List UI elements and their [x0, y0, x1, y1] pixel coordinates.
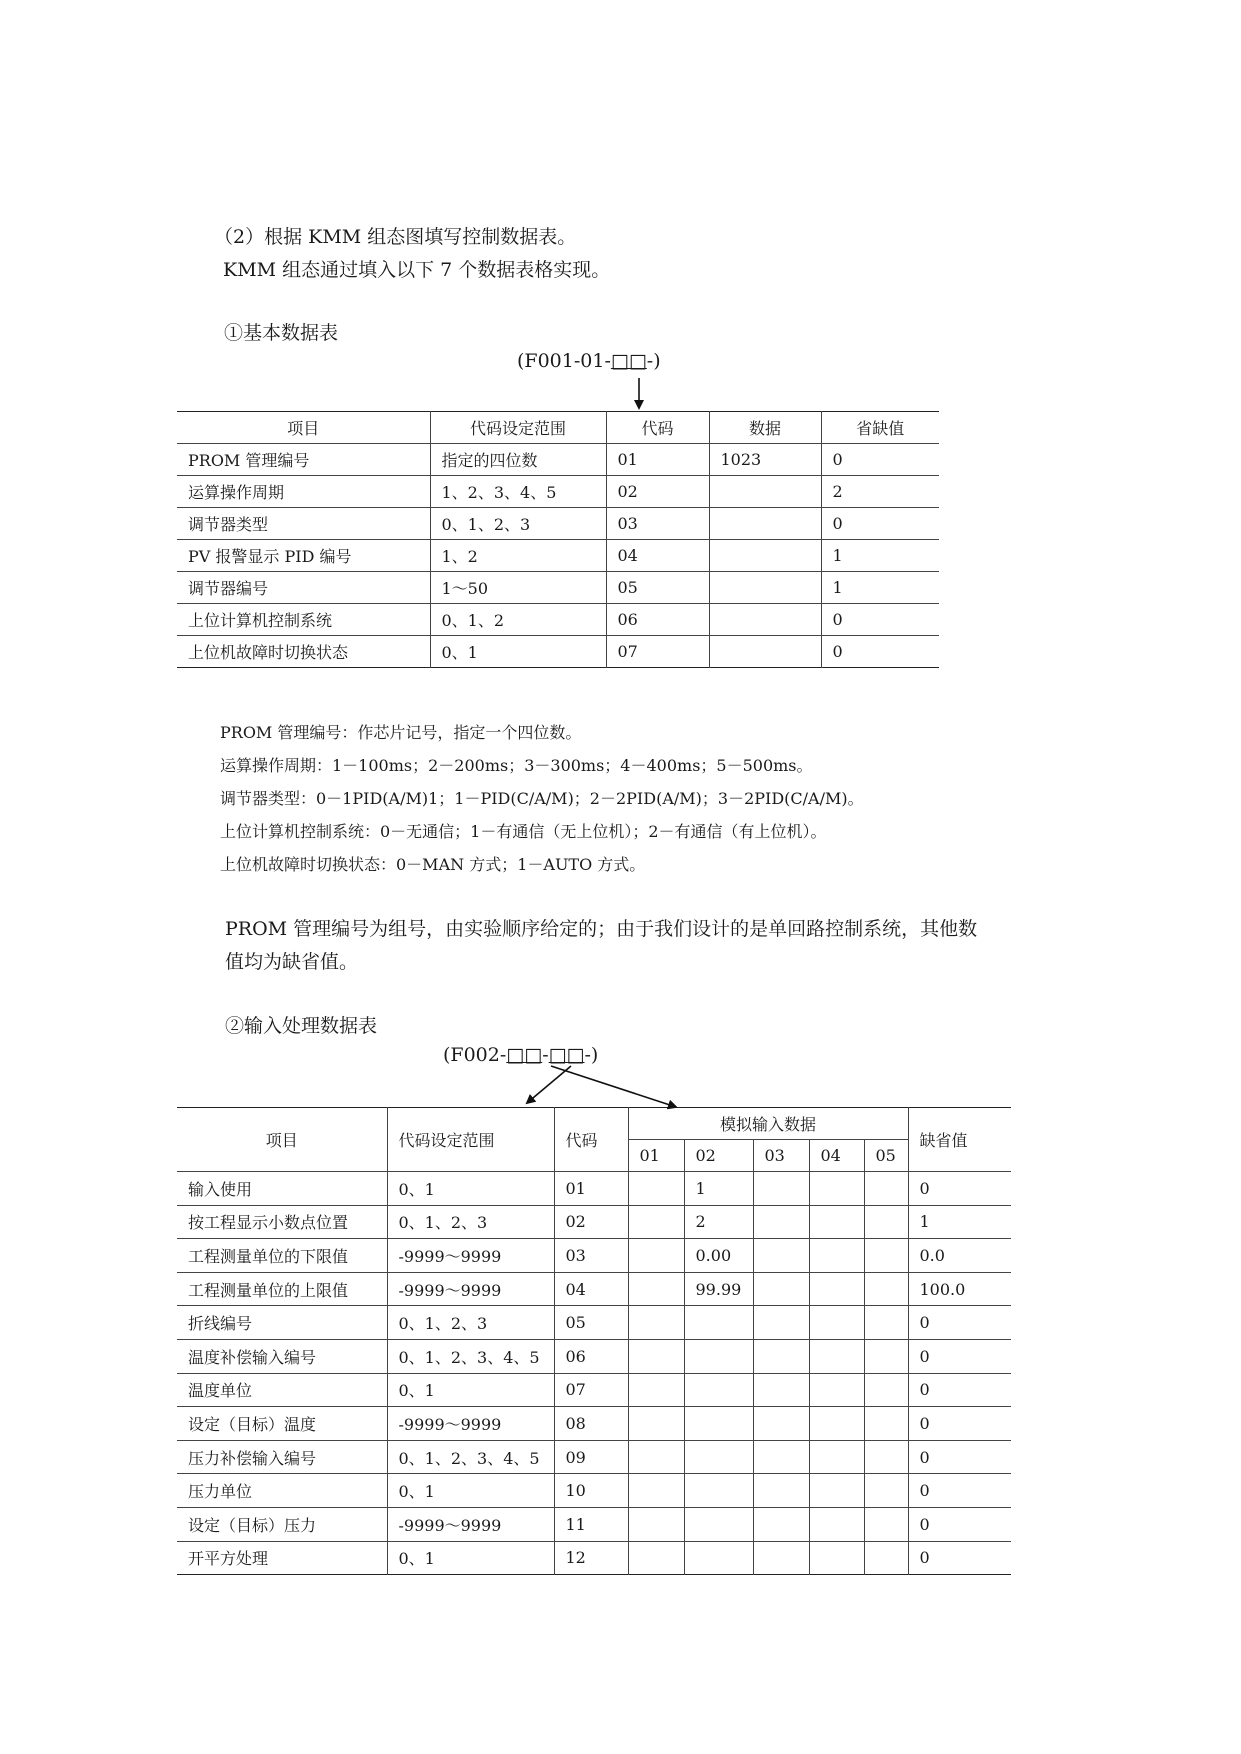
cell-item: 设定（目标）压力 [177, 1507, 387, 1541]
section1-code-prefix: (F001-01- [517, 350, 611, 372]
cell-item: 调节器类型 [177, 508, 430, 540]
cell-code: 01 [606, 444, 709, 476]
cell-default: 0 [908, 1541, 1011, 1575]
cell-default: 1 [821, 572, 939, 604]
cell-range: 0、1、2、3 [387, 1306, 554, 1340]
cell-default: 0 [908, 1407, 1011, 1441]
note-line: 调节器类型：0－1PID(A/M)1；1－PID(C/A/M)；2－2PID(A/M)；3－2PID(C/A/M)。 [220, 789, 864, 808]
cell-code: 01 [554, 1172, 628, 1206]
header-channel: 05 [864, 1140, 908, 1172]
cell-code: 10 [554, 1474, 628, 1508]
cell-default: 0 [821, 444, 939, 476]
cell-range: 0、1 [387, 1541, 554, 1575]
cell-code: 11 [554, 1507, 628, 1541]
cell-range: -9999～9999 [387, 1407, 554, 1441]
paragraph-line-1: PROM 管理编号为组号，由实验顺序给定的；由于我们设计的是单回路控制系统，其他数 [225, 918, 978, 940]
cell-code: 07 [554, 1373, 628, 1407]
cell-default: 0 [821, 508, 939, 540]
header-channel: 03 [753, 1140, 809, 1172]
section2-code-sep: - [542, 1044, 549, 1066]
header-default: 缺省值 [908, 1108, 1011, 1172]
cell-range: 1、2 [430, 540, 606, 572]
header-range: 代码设定范围 [430, 412, 606, 444]
cell-range: -9999～9999 [387, 1239, 554, 1273]
arrow-icon [527, 1066, 571, 1103]
note-line: 上位计算机控制系统：0－无通信；1－有通信（无上位机）；2－有通信（有上位机）。 [220, 822, 827, 841]
cell-default: 0 [908, 1339, 1011, 1373]
cell-item: PROM 管理编号 [177, 444, 430, 476]
cell-default: 100.0 [908, 1272, 1011, 1306]
cell-code: 02 [554, 1205, 628, 1239]
section1-code-boxes: □□ [610, 350, 647, 372]
header-channel: 02 [684, 1140, 753, 1172]
cell-code: 04 [606, 540, 709, 572]
cell-range: 指定的四位数 [430, 444, 606, 476]
cell-ch02: 1 [684, 1172, 753, 1206]
header-code: 代码 [606, 412, 709, 444]
cell-default: 1 [908, 1205, 1011, 1239]
cell-ch02: 2 [684, 1205, 753, 1239]
section2-code-boxes-1: □□ [506, 1044, 543, 1066]
cell-range: 0、1 [430, 636, 606, 668]
cell-code: 06 [554, 1339, 628, 1373]
cell-item: 压力补偿输入编号 [177, 1440, 387, 1474]
cell-default: 0 [908, 1306, 1011, 1340]
header-code: 代码 [554, 1108, 628, 1172]
cell-code: 12 [554, 1541, 628, 1575]
cell-code: 05 [606, 572, 709, 604]
cell-default: 0 [908, 1474, 1011, 1508]
note-line: PROM 管理编号：作芯片记号，指定一个四位数。 [220, 723, 582, 742]
section1-code-suffix: -) [646, 350, 661, 372]
cell-range: -9999～9999 [387, 1272, 554, 1306]
cell-range: 0、1、2、3、4、5 [387, 1440, 554, 1474]
cell-code: 08 [554, 1407, 628, 1441]
cell-item: 工程测量单位的上限值 [177, 1272, 387, 1306]
cell-item: 运算操作周期 [177, 476, 430, 508]
cell-range: 0、1、2、3 [387, 1205, 554, 1239]
cell-code: 02 [606, 476, 709, 508]
cell-code: 05 [554, 1306, 628, 1340]
cell-code: 03 [606, 508, 709, 540]
header-analog-input: 模拟输入数据 [628, 1108, 908, 1140]
cell-default: 1 [821, 540, 939, 572]
cell-data: 1023 [709, 444, 821, 476]
cell-default: 0 [908, 1507, 1011, 1541]
cell-item: 压力单位 [177, 1474, 387, 1508]
cell-range: 0、1 [387, 1373, 554, 1407]
cell-code: 09 [554, 1440, 628, 1474]
cell-item: 设定（目标）温度 [177, 1407, 387, 1441]
cell-item: 调节器编号 [177, 572, 430, 604]
cell-code: 04 [554, 1272, 628, 1306]
header-item: 项目 [177, 1108, 387, 1172]
cell-range: 0、1、2、3 [430, 508, 606, 540]
cell-range: 0、1 [387, 1172, 554, 1206]
cell-item: 按工程显示小数点位置 [177, 1205, 387, 1239]
cell-default: 0 [908, 1172, 1011, 1206]
cell-code: 03 [554, 1239, 628, 1273]
cell-default: 0 [821, 636, 939, 668]
note-line: 上位机故障时切换状态：0－MAN 方式；1－AUTO 方式。 [220, 855, 646, 874]
cell-item: 折线编号 [177, 1306, 387, 1340]
cell-code: 06 [606, 604, 709, 636]
arrow-icon [551, 1066, 676, 1107]
cell-range: 0、1 [387, 1474, 554, 1508]
header-channel: 04 [809, 1140, 864, 1172]
cell-default: 2 [821, 476, 939, 508]
section2-code-boxes-2: □□ [548, 1044, 585, 1066]
section2-code-prefix: (F002- [443, 1044, 507, 1066]
cell-default: 0 [908, 1440, 1011, 1474]
cell-ch02: 0.00 [684, 1239, 753, 1273]
cell-item: 输入使用 [177, 1172, 387, 1206]
cell-item: PV 报警显示 PID 编号 [177, 540, 430, 572]
header-data: 数据 [709, 412, 821, 444]
cell-item: 温度单位 [177, 1373, 387, 1407]
intro-line-2: KMM 组态通过填入以下 7 个数据表格实现。 [223, 259, 611, 281]
cell-range: 0、1、2、3、4、5 [387, 1339, 554, 1373]
note-line: 运算操作周期：1－100ms；2－200ms；3－300ms；4－400ms；5－500ms。 [220, 756, 813, 775]
cell-item: 工程测量单位的下限值 [177, 1239, 387, 1273]
cell-range: -9999～9999 [387, 1507, 554, 1541]
section2-title: ②输入处理数据表 [225, 1015, 378, 1037]
header-range: 代码设定范围 [387, 1108, 554, 1172]
cell-range: 1～50 [430, 572, 606, 604]
section1-title: ①基本数据表 [224, 322, 339, 344]
cell-item: 温度补偿输入编号 [177, 1339, 387, 1373]
section2-code-suffix: -) [584, 1044, 599, 1066]
intro-line-1: （2）根据 KMM 组态图填写控制数据表。 [214, 226, 577, 248]
cell-default: 0 [908, 1373, 1011, 1407]
header-default: 省缺值 [821, 412, 939, 444]
cell-ch02: 99.99 [684, 1272, 753, 1306]
header-channel: 01 [628, 1140, 684, 1172]
header-item: 项目 [177, 412, 430, 444]
cell-code: 07 [606, 636, 709, 668]
cell-item: 上位计算机控制系统 [177, 604, 430, 636]
cell-range: 0、1、2 [430, 604, 606, 636]
cell-range: 1、2、3、4、5 [430, 476, 606, 508]
cell-item: 开平方处理 [177, 1541, 387, 1575]
cell-default: 0 [821, 604, 939, 636]
cell-default: 0.0 [908, 1239, 1011, 1273]
paragraph-line-2: 值均为缺省值。 [225, 951, 359, 973]
cell-item: 上位机故障时切换状态 [177, 636, 430, 668]
